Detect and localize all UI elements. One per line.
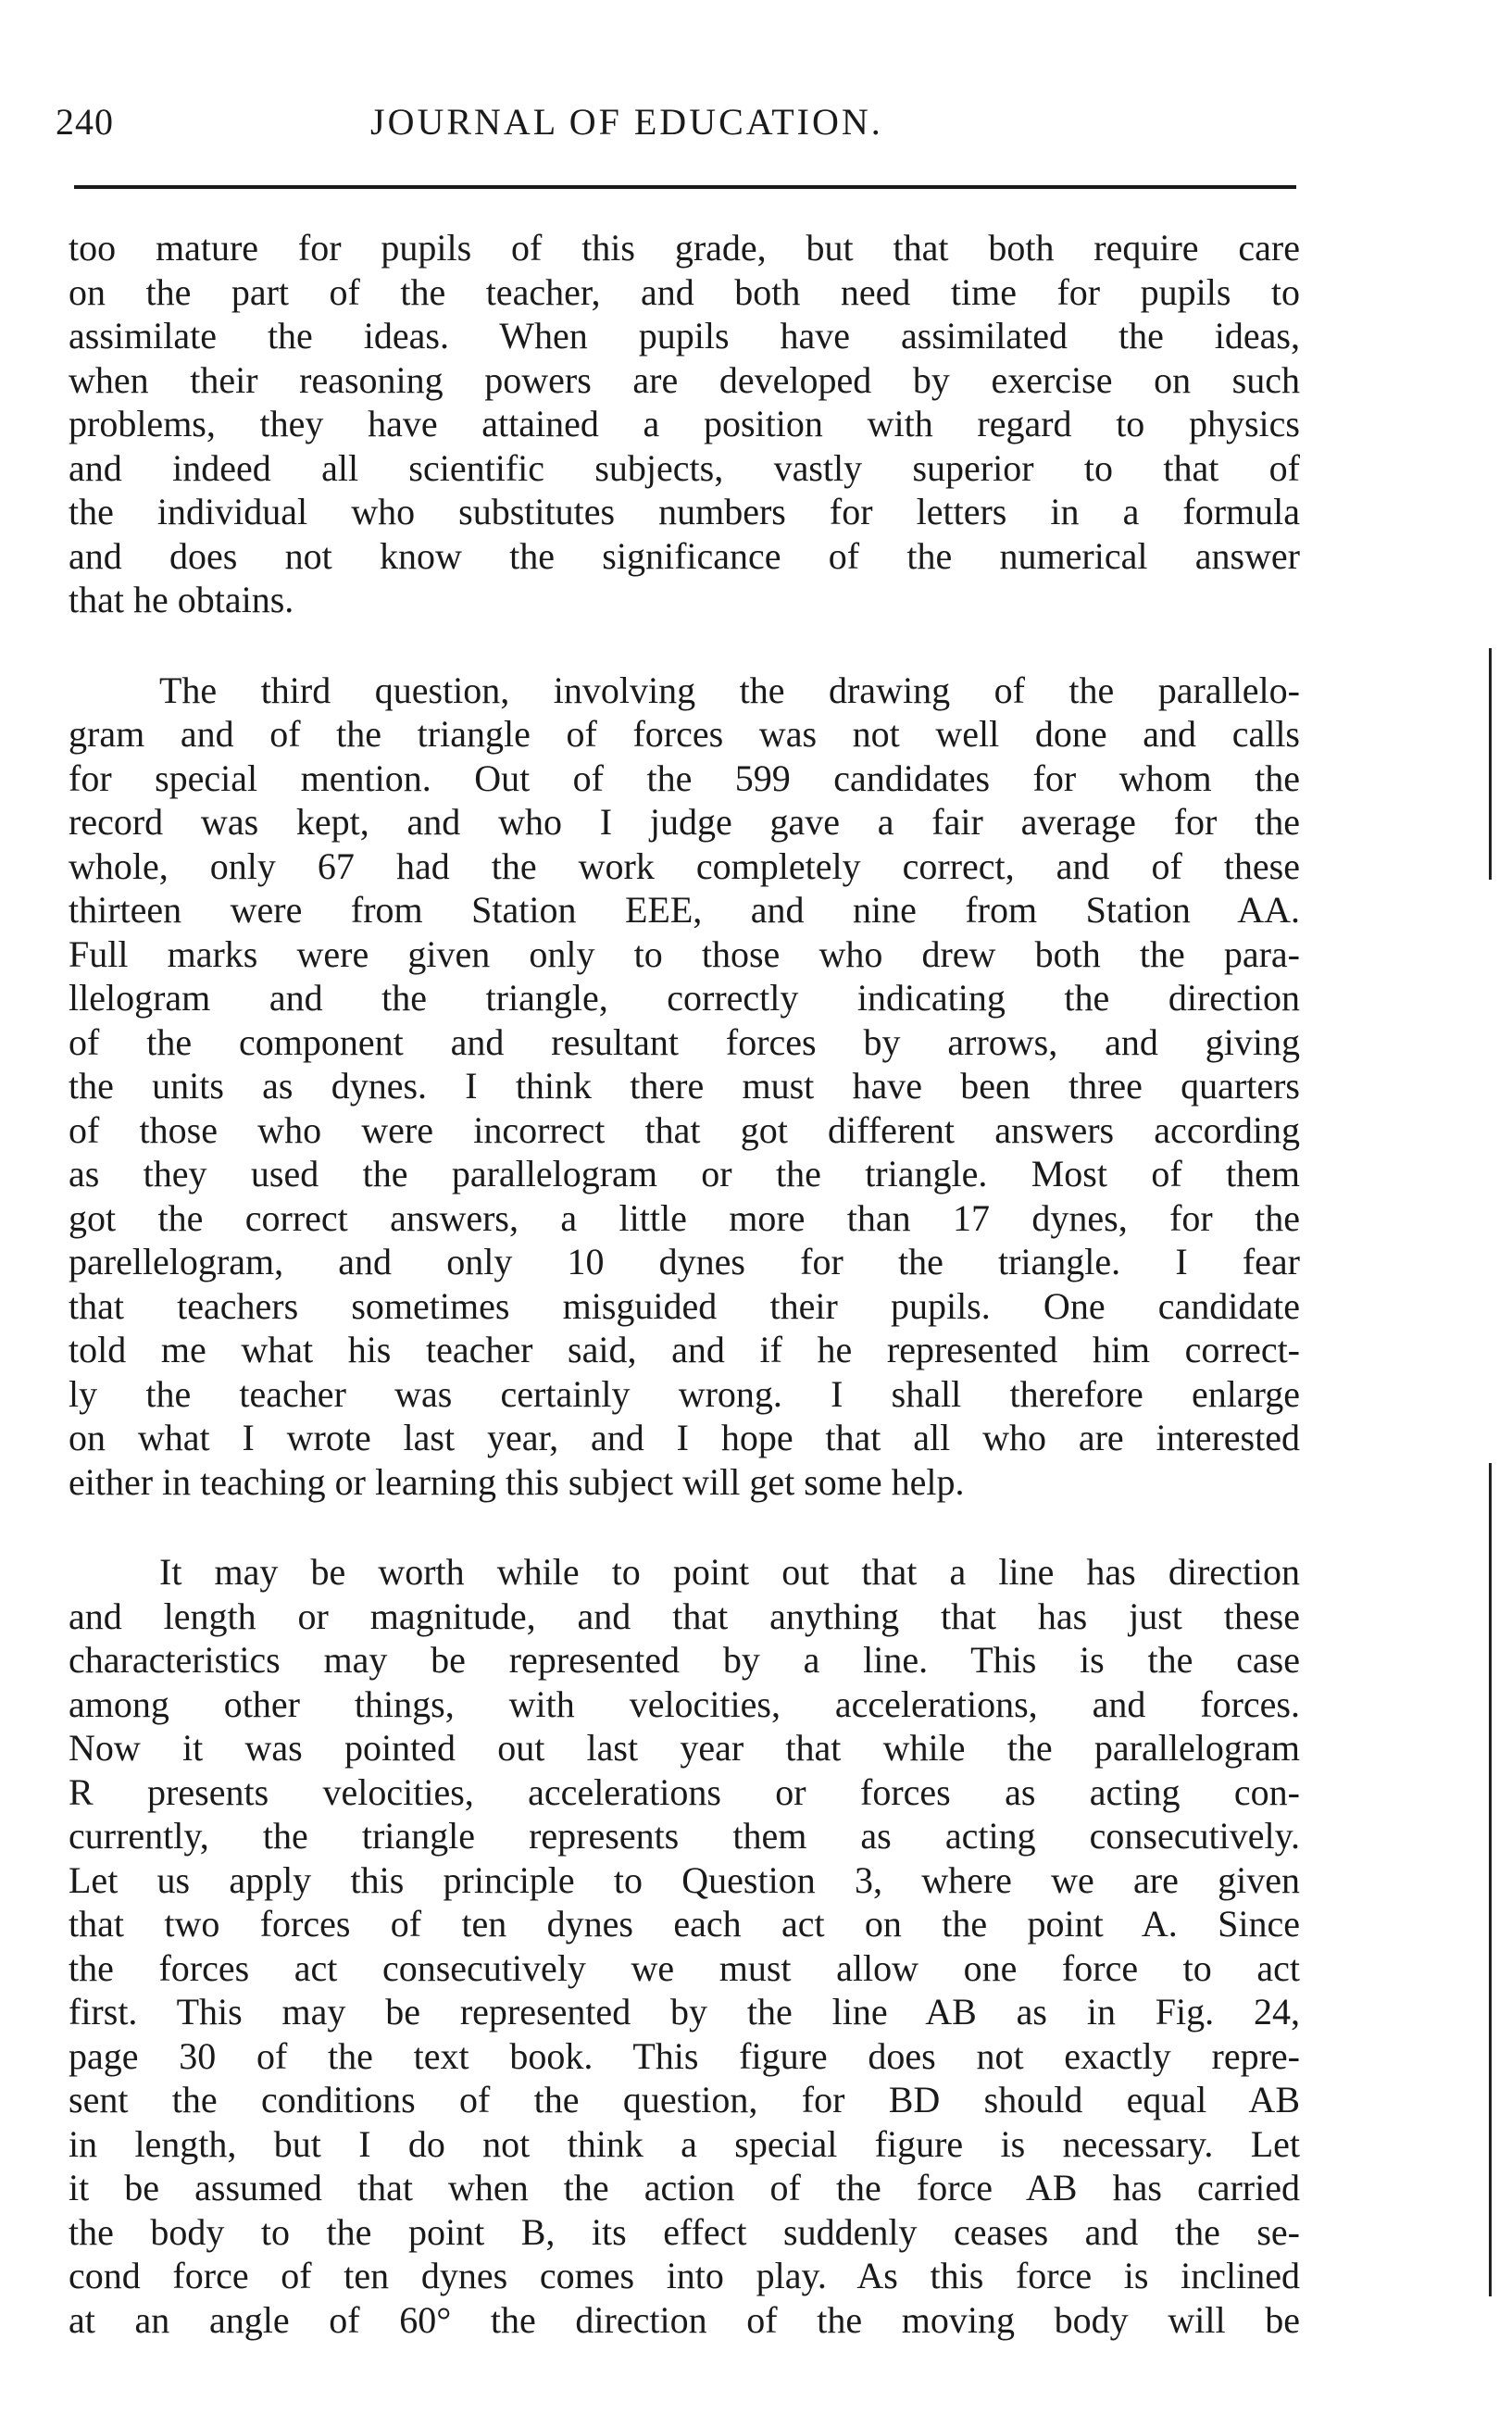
text-line: currently, the triangle represents them as acting consecutively. (69, 1815, 1300, 1857)
page-header (56, 100, 1296, 156)
edge-mark (1489, 648, 1492, 880)
text-line: sent the conditions of the question, for BD should equal AB (69, 2079, 1300, 2120)
header-rule (74, 185, 1296, 189)
text-line: Now it was pointed out last year that while the parallelogram (69, 1727, 1300, 1769)
text-line: in length, but I do not think a special figure is necessary. Let (69, 2122, 1300, 2165)
page-edge-shadow (1475, 0, 1512, 2414)
text-line: on what I wrote last year, and I hope that all who are interested (69, 1417, 1300, 1458)
text-line: and length or magnitude, and that anything that has just these (69, 1595, 1300, 1637)
paragraph-2 (69, 669, 1300, 1505)
text-line: parellelogram, and only 10 dynes for the triangle. I fear (69, 1241, 1300, 1282)
text-line: record was kept, and who I judge gave a fair average for the (69, 801, 1300, 843)
text-line: that two forces of ten dynes each act on the point A. Since (69, 1903, 1300, 1945)
page-number: 240 (56, 101, 114, 143)
text-line: too mature for pupils of this grade, but that both require care (69, 227, 1300, 269)
text-line: thirteen were from Station EEE, and nine from Station AA. (69, 889, 1300, 931)
edge-mark (1489, 1463, 1492, 2296)
text-line: page 30 of the text book. This figure does not exactly repre- (69, 2034, 1300, 2077)
text-line: the body to the point B, its effect suddenly ceases and the se- (69, 2210, 1300, 2253)
text-line: of those who were incorrect that got different answers according (69, 1108, 1300, 1151)
text-line: the units as dynes. I think there must have been three quarters (69, 1065, 1300, 1107)
text-line: gram and of the triangle of forces was not well done and calls (69, 713, 1300, 755)
text-line: whole, only 67 had the work completely correct, and of these (69, 844, 1300, 887)
paragraph-3 (69, 1550, 1300, 2342)
text-line: ly the teacher was certainly wrong. I shall therefore enlarge (69, 1372, 1300, 1415)
paragraph-1 (69, 226, 1300, 622)
text-line: of the component and resultant forces by arrows, and giving (69, 1020, 1300, 1063)
text-line: either in teaching or learning this subject will get some help. (69, 1460, 965, 1503)
text-line: that he obtains. (69, 579, 294, 620)
text-line: The third question, involving the drawing of the parallelo- (159, 669, 1300, 711)
text-line: cond force of ten dynes comes into play. As this force is inclined (69, 2255, 1300, 2296)
text-line: that teachers sometimes misguided their pupils. One candidate (69, 1284, 1300, 1327)
text-line: llelogram and the triangle, correctly indicating the direction (69, 977, 1300, 1019)
body-text (69, 226, 1300, 2342)
text-line: it be assumed that when the action of the force AB has carried (69, 2167, 1300, 2208)
running-title: JOURNAL OF EDUCATION. (370, 101, 883, 143)
text-line: on the part of the teacher, and both need time for pupils to (69, 270, 1300, 313)
text-line: and does not know the significance of the numerical answer (69, 534, 1300, 577)
text-line: Full marks were given only to those who drew both the para- (69, 932, 1300, 975)
text-line: R presents velocities, accelerations or forces as acting con- (69, 1770, 1300, 1813)
text-line: when their reasoning powers are developed by exercise on such (69, 358, 1300, 401)
text-line: the individual who substitutes numbers for letters in a formula (69, 491, 1300, 532)
text-line: problems, they have attained a position with regard to physics (69, 403, 1300, 444)
text-line: got the correct answers, a little more than 17 dynes, for the (69, 1196, 1300, 1239)
text-line: for special mention. Out of the 599 candidates for whom the (69, 757, 1300, 799)
text-line: told me what his teacher said, and if he represented him correct- (69, 1329, 1300, 1370)
text-line: assimilate the ideas. When pupils have assimilated the ideas, (69, 315, 1300, 356)
text-line: among other things, with velocities, accelerations, and forces. (69, 1682, 1300, 1725)
text-line: as they used the parallelogram or the triangle. Most of them (69, 1153, 1300, 1194)
text-line: at an angle of 60° the direction of the moving body will be (69, 2298, 1300, 2341)
text-line: It may be worth while to point out that a line has direction (159, 1551, 1300, 1593)
text-line: first. This may be represented by the line AB as in Fig. 24, (69, 1991, 1300, 2033)
text-line: characteristics may be represented by a line. This is the case (69, 1639, 1300, 1681)
text-line: Let us apply this principle to Question 3, where we are given (69, 1858, 1300, 1901)
text-line: the forces act consecutively we must allow one force to act (69, 1946, 1300, 1989)
text-line: and indeed all scientific subjects, vastly superior to that of (69, 446, 1300, 489)
